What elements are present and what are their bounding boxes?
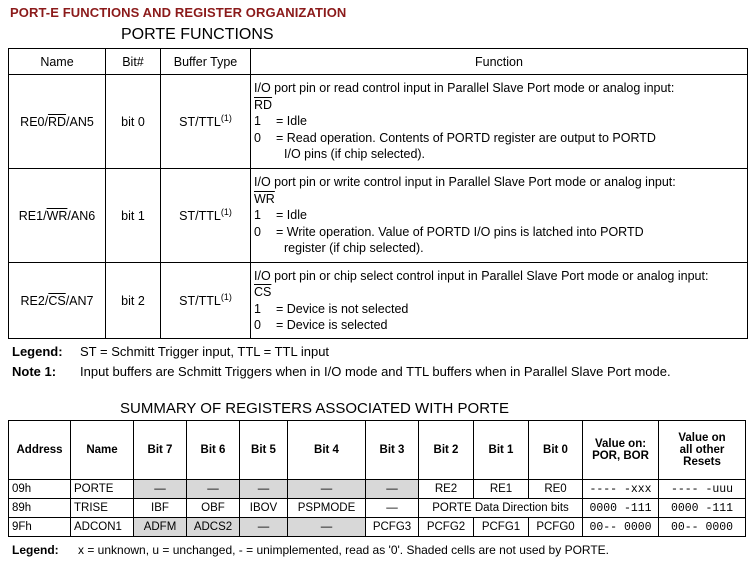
header-name: Name [9, 49, 106, 75]
register-value-reset: ---- -uuu [659, 480, 746, 499]
register-row-porte [9, 480, 746, 499]
register-bit1: RE1 [474, 480, 529, 499]
register-value-reset: 00-- 0000 [659, 518, 746, 537]
function-row-re0 [9, 75, 748, 169]
register-name: ADCON1 [71, 518, 134, 537]
register-value-por: 00-- 0000 [583, 518, 659, 537]
register-bit0: RE0 [529, 480, 583, 499]
header-bit5: Bit 5 [240, 421, 288, 480]
register-bit3: — [366, 499, 419, 518]
register-value-por: ---- -xxx [583, 480, 659, 499]
header-bit7: Bit 7 [134, 421, 187, 480]
header-bit2: Bit 2 [419, 421, 474, 480]
register-bit5: — [240, 480, 288, 499]
register-bit3: PCFG3 [366, 518, 419, 537]
buffer-type: ST/TTL$^{(1)}$ [161, 263, 251, 339]
pin-name: $RE1/\overline{WR}/AN6$ [9, 169, 106, 263]
functions-table-title: PORTE FUNCTIONS [121, 26, 274, 43]
legend-text: x = unknown, u = unchanged, - = unimplemented, read as '0'. Shaded cells are not used by PORTE. [78, 543, 610, 557]
register-bit4: PSPMODE [288, 499, 366, 518]
register-bit7: — [134, 480, 187, 499]
register-address: 09h [9, 480, 71, 499]
register-bit2: PCFG2 [419, 518, 474, 537]
legend-label: Legend: [12, 344, 63, 359]
register-name: TRISE [71, 499, 134, 518]
pin-name: $RE2/\overline{CS}/AN7$ [9, 263, 106, 339]
pin-name: $RE0/\overline{RD}/AN5$ [9, 75, 106, 169]
porte-registers-table [8, 420, 746, 537]
register-name: PORTE [71, 480, 134, 499]
function-description: I/O port pin or write control input in Parallel Slave Port mode or analog input: $\overline{WR}$ 1 = Idle 0 = Write operation. Value of PORTD I/O pins is latched into PORTD register (if chip selected). [251, 169, 748, 263]
registers-table-title: SUMMARY OF REGISTERS ASSOCIATED WITH PORTE [120, 400, 509, 417]
register-bits-2-0: PORTE Data Direction bits [419, 499, 583, 518]
header-bit4: Bit 4 [288, 421, 366, 480]
bit-number: bit 1 [106, 169, 161, 263]
header-value-por-bor: Value on: POR, BOR [583, 421, 659, 480]
register-bit7: ADFM [134, 518, 187, 537]
register-bit6: OBF [187, 499, 240, 518]
functions-header-row [9, 49, 748, 75]
functions-legend [12, 344, 329, 359]
register-bit3: — [366, 480, 419, 499]
header-bit0: Bit 0 [529, 421, 583, 480]
register-address: 89h [9, 499, 71, 518]
header-buffer-type: Buffer Type [161, 49, 251, 75]
header-bit1: Bit 1 [474, 421, 529, 480]
register-value-reset: 0000 -111 [659, 499, 746, 518]
register-row-trise [9, 499, 746, 518]
note-label: Note 1: [12, 364, 57, 379]
register-bit4: — [288, 480, 366, 499]
header-bit6: Bit 6 [187, 421, 240, 480]
header-bit3: Bit 3 [366, 421, 419, 480]
bit-number: bit 0 [106, 75, 161, 169]
header-value-other-resets: Value on all other Resets [659, 421, 746, 480]
buffer-type: ST/TTL$^{(1)}$ [161, 169, 251, 263]
function-row-re2 [9, 263, 748, 339]
header-function: Function [251, 49, 748, 75]
page-title: PORT-E FUNCTIONS AND REGISTER ORGANIZATION [10, 5, 347, 20]
register-bit4: — [288, 518, 366, 537]
register-bit2: RE2 [419, 480, 474, 499]
function-description: I/O port pin or read control input in Parallel Slave Port mode or analog input: $\overline{RD}$ 1 = Idle 0 = Read operation. Contents of PORTD register are output to PORTD I/O pins (if chip selected). [251, 75, 748, 169]
register-bit6: ADCS2 [187, 518, 240, 537]
buffer-type: ST/TTL$^{(1)}$ [161, 75, 251, 169]
note-text: Input buffers are Schmitt Triggers when in I/O mode and TTL buffers when in Parallel Slave Port mode. [80, 364, 671, 379]
register-address: 9Fh [9, 518, 71, 537]
register-bit5: — [240, 518, 288, 537]
header-name: Name [71, 421, 134, 480]
register-value-por: 0000 -111 [583, 499, 659, 518]
register-bit6: — [187, 480, 240, 499]
header-bit: Bit# [106, 49, 161, 75]
register-bit0: PCFG0 [529, 518, 583, 537]
function-description: I/O port pin or chip select control input in Parallel Slave Port mode or analog input: $\overline{CS}$ 1 = Device is not selected 0 = Device is selected [251, 263, 748, 339]
register-row-adcon1 [9, 518, 746, 537]
functions-note [12, 364, 671, 379]
function-row-re1 [9, 169, 748, 263]
header-address: Address [9, 421, 71, 480]
registers-legend [12, 543, 609, 557]
register-bit7: IBF [134, 499, 187, 518]
legend-text: ST = Schmitt Trigger input, TTL = TTL input [80, 344, 330, 359]
legend-label: Legend: [12, 543, 59, 557]
bit-number: bit 2 [106, 263, 161, 339]
register-bit1: PCFG1 [474, 518, 529, 537]
register-bit5: IBOV [240, 499, 288, 518]
porte-functions-table [8, 48, 748, 339]
registers-header-row [9, 421, 746, 480]
